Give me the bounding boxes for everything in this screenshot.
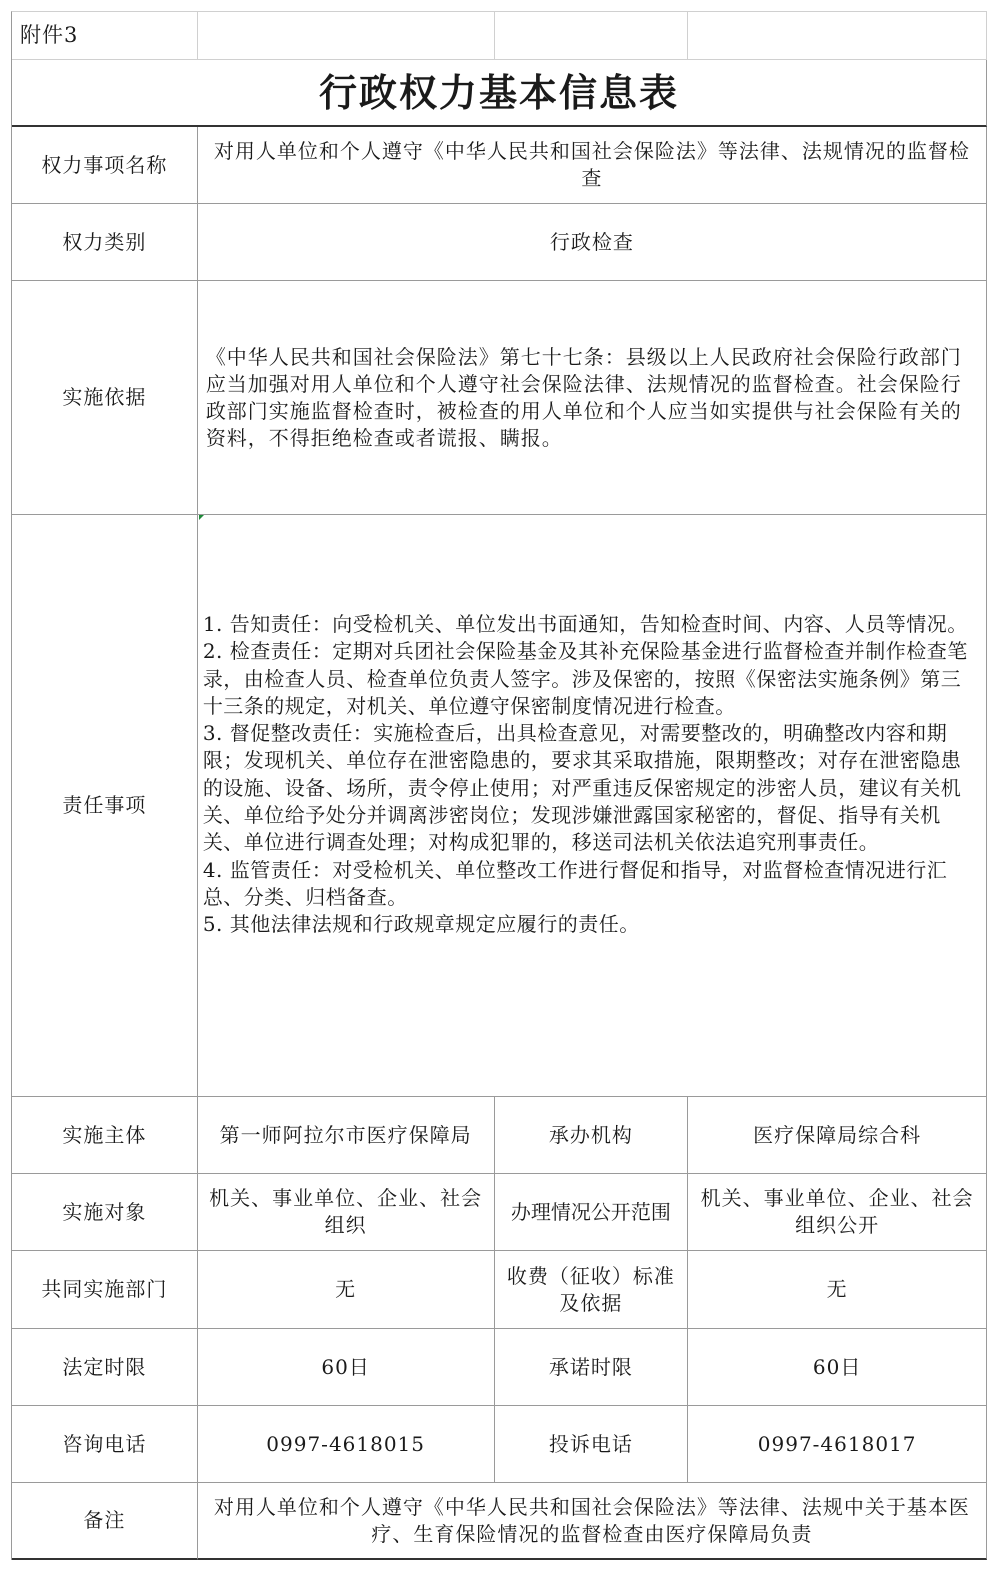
target-label: 实施对象 [12, 1174, 198, 1251]
promised-time-limit-label: 承诺时限 [495, 1329, 689, 1406]
blank-cell [198, 12, 495, 60]
target-row [11, 1174, 987, 1251]
responsibility-item: 2. 检查责任：定期对兵团社会保险基金及其补充保险基金进行监督检查并制作检查笔录，由检查人员、检查单位负责人签字。涉及保密的，按照《保密法实施条例》第三十三条的规定，对机关、单位遵守保密制度情况进行检查。 [202, 639, 968, 718]
power-category-row [11, 204, 987, 281]
power-name-label: 权力事项名称 [12, 127, 198, 204]
disclosure-scope-value: 机关、事业单位、企业、社会组织公开 [688, 1174, 987, 1251]
power-category-label: 权力类别 [12, 204, 198, 281]
consult-phone-value: 0997-4618015 [198, 1406, 495, 1483]
responsibility-item: 3. 督促整改责任：实施检查后，出具检查意见，对需要整改的，明确整改内容和期限；发现机关、单位存在泄密隐患的，要求其采取措施，限期整改；对存在泄密隐患的设施、设备、场所，责令停止使用；对严重违反保密规定的涉密人员，建议有关机关、单位给予处分并调离涉密岗位；发现涉嫌泄露国家秘密的，督促、指导有关机关、单位进行调查处理；对构成犯罪的，移送司法机关依法追究刑事责任。 [202, 721, 962, 855]
power-name-value: 对用人单位和个人遵守《中华人民共和国社会保险法》等法律、法规情况的监督检查 [198, 127, 987, 204]
fee-standard-value: 无 [688, 1251, 987, 1329]
legal-basis-value [198, 281, 987, 515]
complaint-phone-value: 0997-4618017 [688, 1406, 987, 1483]
legal-basis-text: 《中华人民共和国社会保险法》第七十七条：县级以上人民政府社会保险行政部门应当加强对用人单位和个人遵守社会保险法律、法规情况的监督检查。社会保险行政部门实施监督检查时，被检查的用人单位和个人应当如实提供与社会保险有关的资料，不得拒绝检查或者谎报、瞒报。 [205, 344, 962, 450]
responsibility-item: 4. 监管责任：对受检机关、单位整改工作进行督促和指导，对监督检查情况进行汇总、分类、归档备查。 [202, 857, 948, 909]
handling-agency-label: 承办机构 [495, 1097, 689, 1174]
time-limit-row [11, 1329, 987, 1406]
promised-time-limit-value: 60日 [688, 1329, 987, 1406]
joint-departments-value: 无 [198, 1251, 495, 1329]
responsibilities-list [198, 515, 987, 1097]
remarks-label: 备注 [12, 1483, 198, 1560]
responsibilities-row [11, 515, 987, 1097]
target-value: 机关、事业单位、企业、社会组织 [198, 1174, 495, 1251]
comment-marker-icon [199, 515, 204, 520]
power-name-row [11, 127, 987, 204]
responsibility-item: 1. 告知责任：向受检机关、单位发出书面通知，告知检查时间、内容、人员等情况。 [202, 612, 968, 636]
legal-basis-label: 实施依据 [12, 281, 198, 515]
implementing-body-label: 实施主体 [12, 1097, 198, 1174]
blank-cell [688, 12, 987, 60]
consult-phone-label: 咨询电话 [12, 1406, 198, 1483]
complaint-phone-label: 投诉电话 [495, 1406, 689, 1483]
title-row [11, 60, 987, 127]
fee-standard-label: 收费（征收）标准及依据 [495, 1251, 689, 1329]
disclosure-scope-label: 办理情况公开范围 [495, 1174, 689, 1251]
phone-row [11, 1406, 987, 1483]
responsibility-item: 5. 其他法律法规和行政规章规定应履行的责任。 [202, 912, 640, 937]
power-category-value: 行政检查 [198, 204, 987, 281]
responsibilities-label: 责任事项 [12, 515, 198, 1097]
legal-time-limit-label: 法定时限 [12, 1329, 198, 1406]
legal-time-limit-value: 60日 [198, 1329, 495, 1406]
legal-basis-row [11, 281, 987, 515]
implementing-body-value: 第一师阿拉尔市医疗保障局 [198, 1097, 495, 1174]
page-title: 行政权力基本信息表 [12, 60, 987, 127]
handling-agency-value: 医疗保障局综合科 [688, 1097, 987, 1174]
joint-departments-row [11, 1251, 987, 1329]
remarks-value: 对用人单位和个人遵守《中华人民共和国社会保险法》等法律、法规中关于基本医疗、生育保险情况的监督检查由医疗保障局负责 [198, 1483, 987, 1560]
remarks-row [11, 1483, 987, 1560]
blank-cell [495, 12, 689, 60]
joint-departments-label: 共同实施部门 [12, 1251, 198, 1329]
attachment-label: 附件3 [12, 12, 198, 60]
info-table [11, 11, 987, 1560]
implementing-body-row [11, 1097, 987, 1174]
attachment-row [11, 11, 987, 60]
